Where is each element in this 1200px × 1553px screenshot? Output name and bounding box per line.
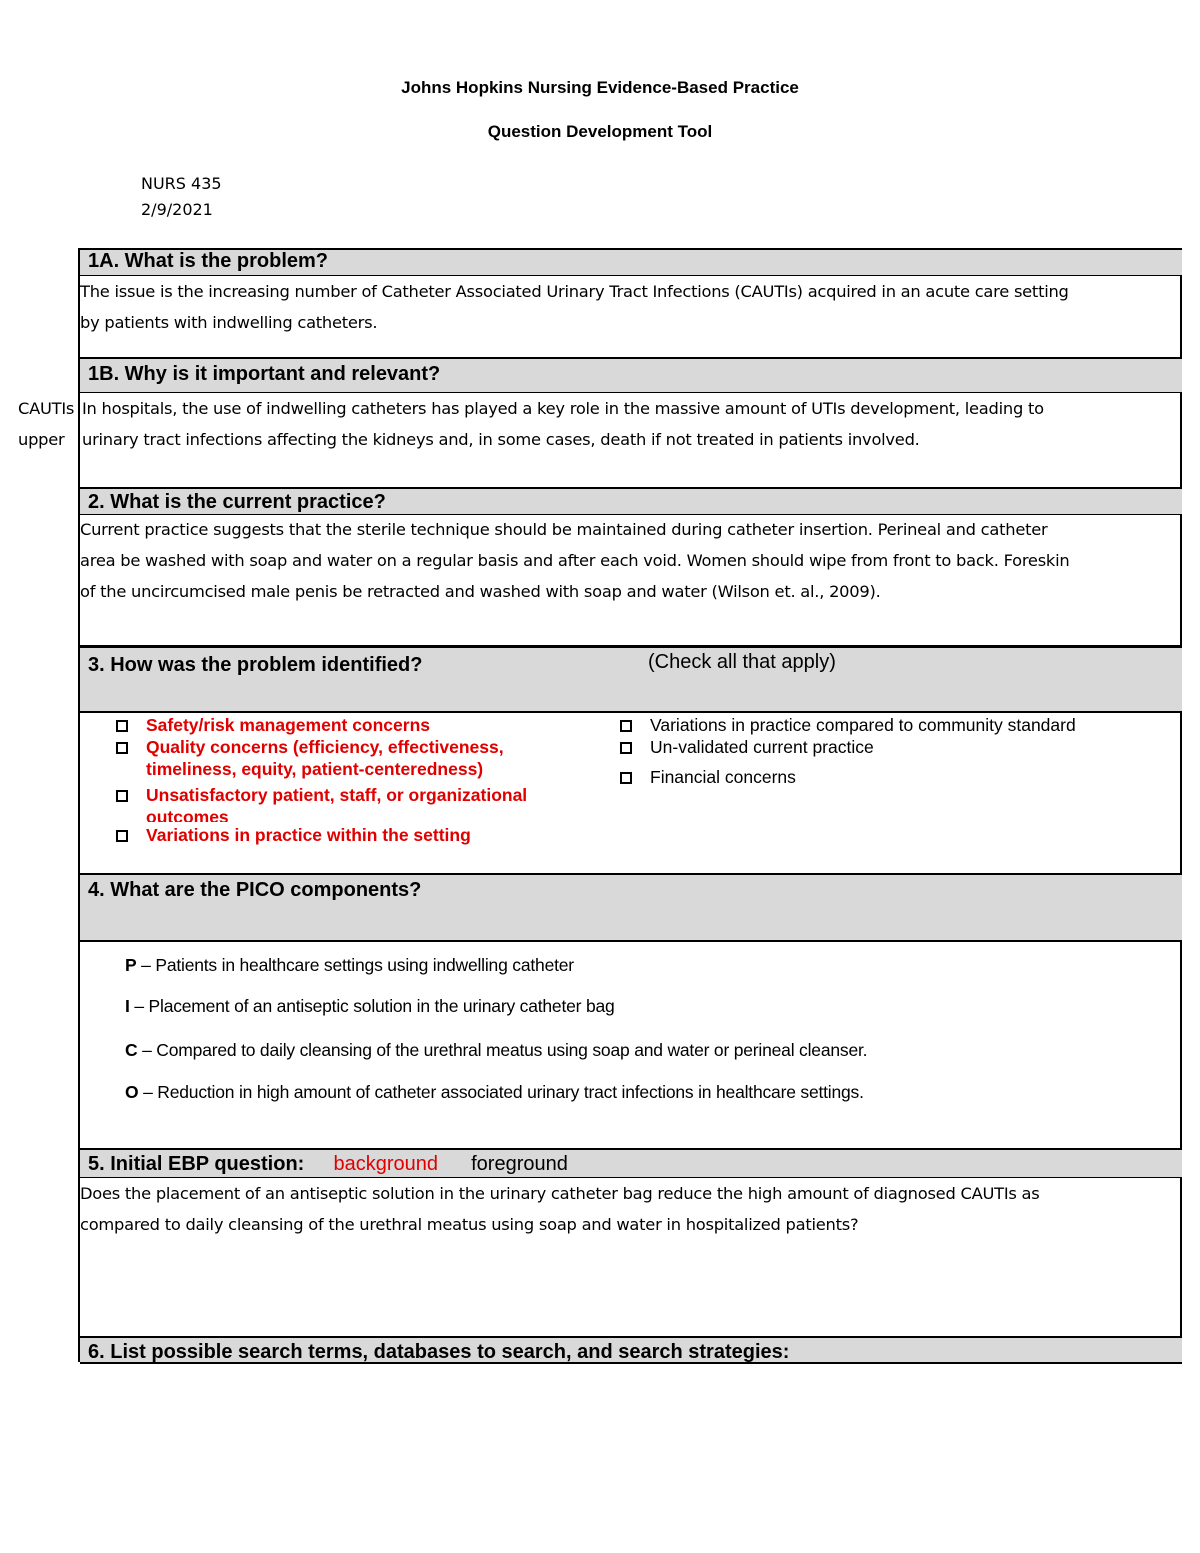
document-title: Johns Hopkins Nursing Evidence-Based Practice	[401, 78, 799, 97]
section-1b-line: In hospitals, the use of indwelling catheters has played a key role in the massive amount of UTIs development, leading to	[82, 399, 1044, 418]
section-1a-body	[80, 276, 1174, 338]
checkbox-option-safety[interactable]: Safety/risk management concerns	[116, 714, 430, 736]
checkbox-option-variations-setting[interactable]: Variations in practice within the setting	[116, 824, 471, 846]
section-2-line: of the uncircumcised male penis be retracted and washed with soap and water (Wilson et. al., 2009).	[80, 582, 881, 601]
margin-word: CAUTIs	[18, 399, 75, 418]
section-1b-body	[82, 393, 1176, 455]
section-1a-line: The issue is the increasing number of Catheter Associated Urinary Tract Infections (CAUTIs) acquired in an acute care setting	[80, 282, 1069, 301]
document-date: 2/9/2021	[141, 200, 213, 219]
pico-item-o: O – Reduction in high amount of catheter associated urinary tract infections in healthcare settings.	[125, 1082, 864, 1102]
margin-word: upper	[18, 430, 65, 449]
checkbox-icon[interactable]	[116, 830, 128, 842]
section-1a-line: by patients with indwelling catheters.	[80, 313, 378, 332]
section-3-heading: 3. How was the problem identified?	[88, 654, 423, 676]
checkbox-icon[interactable]	[116, 742, 128, 754]
checkbox-option-unvalidated[interactable]: Un-validated current practice	[620, 736, 874, 758]
section-2-line: area be washed with soap and water on a regular basis and after each void. Women should wipe from front to back. Foreskin	[80, 551, 1070, 570]
checkbox-option-community-standard[interactable]: Variations in practice compared to community standard	[620, 714, 1076, 736]
checkbox-icon[interactable]	[116, 790, 128, 802]
section-5-line: Does the placement of an antiseptic solution in the urinary catheter bag reduce the high amount of diagnosed CAUTIs as	[80, 1184, 1040, 1203]
section-3-heading-row	[80, 645, 1182, 713]
checkbox-icon[interactable]	[116, 720, 128, 732]
section-2-line: Current practice suggests that the sterile technique should be maintained during catheter insertion. Perineal and catheter	[80, 520, 1048, 539]
section-1a-heading: 1A. What is the problem?	[80, 250, 1182, 276]
section-6-heading: 6. List possible search terms, databases to search, and search strategies:	[80, 1336, 1182, 1364]
section-2-heading: 2. What is the current practice?	[80, 487, 1182, 515]
option-foreground[interactable]: foreground	[471, 1153, 568, 1175]
section-1b-heading: 1B. Why is it important and relevant?	[80, 357, 1182, 393]
section-2-body	[80, 514, 1174, 607]
section-1b-line: urinary tract infections affecting the kidneys and, in some cases, death if not treated in patients involved.	[82, 430, 920, 449]
section-5-heading: 5. Initial EBP question:	[88, 1153, 305, 1175]
section-4-heading: 4. What are the PICO components?	[80, 873, 1182, 942]
checkbox-option-unsatisfactory[interactable]: Unsatisfactory patient, staff, or organizational outcomes	[116, 784, 527, 822]
checkbox-icon[interactable]	[620, 772, 632, 784]
section-5-heading-row	[80, 1148, 1182, 1178]
section-5-body	[80, 1178, 1174, 1240]
document-subtitle: Question Development Tool	[487, 122, 713, 141]
checkbox-option-financial[interactable]: Financial concerns	[620, 766, 796, 788]
pico-item-p: P – Patients in healthcare settings using indwelling catheter	[125, 955, 574, 975]
course-code: NURS 435	[141, 174, 222, 193]
section-3-note: (Check all that apply)	[648, 651, 836, 673]
section-5-line: compared to daily cleansing of the urethral meatus using soap and water in hospitalized patients?	[80, 1215, 859, 1234]
pico-item-c: C – Compared to daily cleansing of the urethral meatus using soap and water or perineal cleanser.	[125, 1040, 868, 1060]
section-1b-margin-words	[18, 393, 74, 455]
checkbox-icon[interactable]	[620, 720, 632, 732]
checkbox-option-quality[interactable]: Quality concerns (efficiency, effectiveness, timeliness, equity, patient-centeredness)	[116, 736, 504, 780]
pico-item-i: I – Placement of an antiseptic solution in the urinary catheter bag	[125, 996, 615, 1016]
checkbox-icon[interactable]	[620, 742, 632, 754]
option-background[interactable]: background	[333, 1153, 438, 1175]
